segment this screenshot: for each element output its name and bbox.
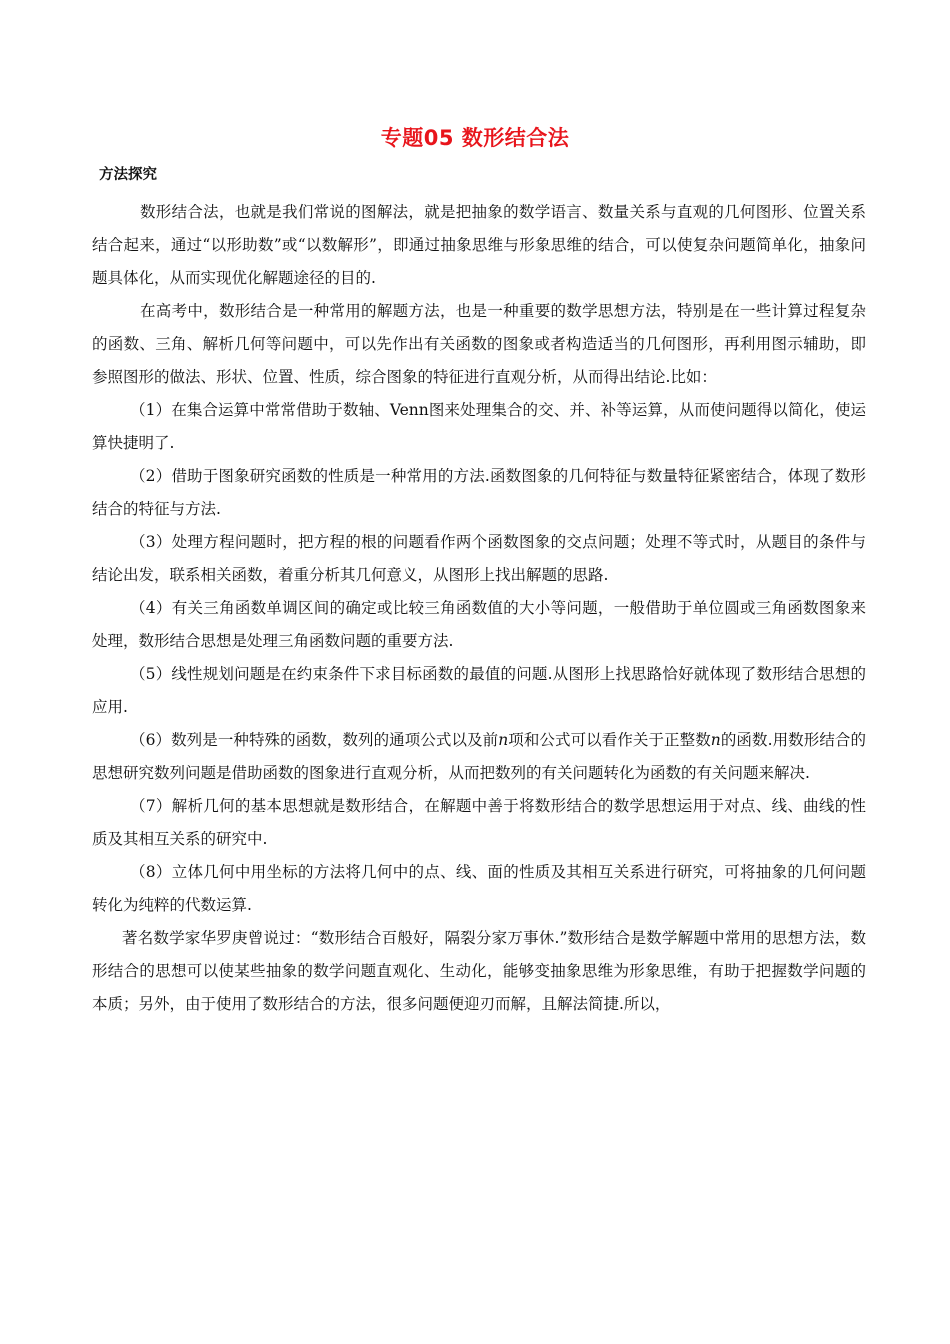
document-title: 专题05 数形结合法 [380,126,570,150]
closing-paragraph: 著名数学家华罗庚曾说过：“数形结合百般好，隔裂分家万事休.”数形结合是数学解题中常用的思想方法，数形结合的思想可以使某些抽象的数学问题直观化、生动化，能够变抽象思维为形象思维，有助于把握数学问题的本质；另外，由于使用了数形结合的方法，很多问题便迎刃而解，且解法简捷.所以， [92,929,866,1013]
variable-n: n [498,731,509,749]
list-item-3: （3）处理方程问题时，把方程的根的问题看作两个函数图象的交点问题；处理不等式时，从题目的条件与结论出发，联系相关函数，着重分析其几何意义，从图形上找出解题的思路. [92,533,866,584]
variable-n: n [710,731,721,749]
section-heading: 方法探究 [99,167,157,183]
list-item-8: （8）立体几何中用坐标的方法将几何中的点、线、面的性质及其相互关系进行研究，可将抽象的几何问题转化为纯粹的代数运算. [92,863,866,914]
document-body [92,196,866,1021]
list-item-6 [92,724,866,790]
list-item-6-part-b: 项和公式可以看作关于正整数 [508,731,711,749]
list-item-6-part-a: （6）数列是一种特殊的函数，数列的通项公式以及前 [130,731,499,749]
list-item-2: （2）借助于图象研究函数的性质是一种常用的方法.函数图象的几何特征与数量特征紧密结合，体现了数形结合的特征与方法. [92,467,866,518]
intro-paragraph: 数形结合法，也就是我们常说的图解法，就是把抽象的数学语言、数量关系与直观的几何图形、位置关系结合起来，通过“以形助数”或“以数解形”，即通过抽象思维与形象思维的结合，可以使复杂问题简单化，抽象问题具体化，从而实现优化解题途径的目的. [92,203,866,287]
list-item-4: （4）有关三角函数单调区间的确定或比较三角函数值的大小等问题，一般借助于单位圆或三角函数图象来处理，数形结合思想是处理三角函数问题的重要方法. [92,599,866,650]
list-item-7: （7）解析几何的基本思想就是数形结合，在解题中善于将数形结合的数学思想运用于对点、线、曲线的性质及其相互关系的研究中. [92,797,866,848]
list-item-1: （1）在集合运算中常常借助于数轴、Venn图来处理集合的交、并、补等运算，从而使问题得以简化，使运算快捷明了. [92,401,866,452]
list-item-5: （5）线性规划问题是在约束条件下求目标函数的最值的问题.从图形上找思路恰好就体现了数形结合思想的应用. [92,665,866,716]
exam-paragraph: 在高考中，数形结合是一种常用的解题方法，也是一种重要的数学思想方法，特别是在一些计算过程复杂的函数、三角、解析几何等问题中，可以先作出有关函数的图象或者构造适当的几何图形，再利用图示辅助，即参照图形的做法、形状、位置、性质，综合图象的特征进行直观分析，从而得出结论.比如： [92,302,866,386]
list-item-6-part-c: 的函数.用数形结合的思想研究数列问题是借助函数的图象进行直观分析，从而把数列的有关问题转化为函数的有关问题来解决. [92,731,866,782]
